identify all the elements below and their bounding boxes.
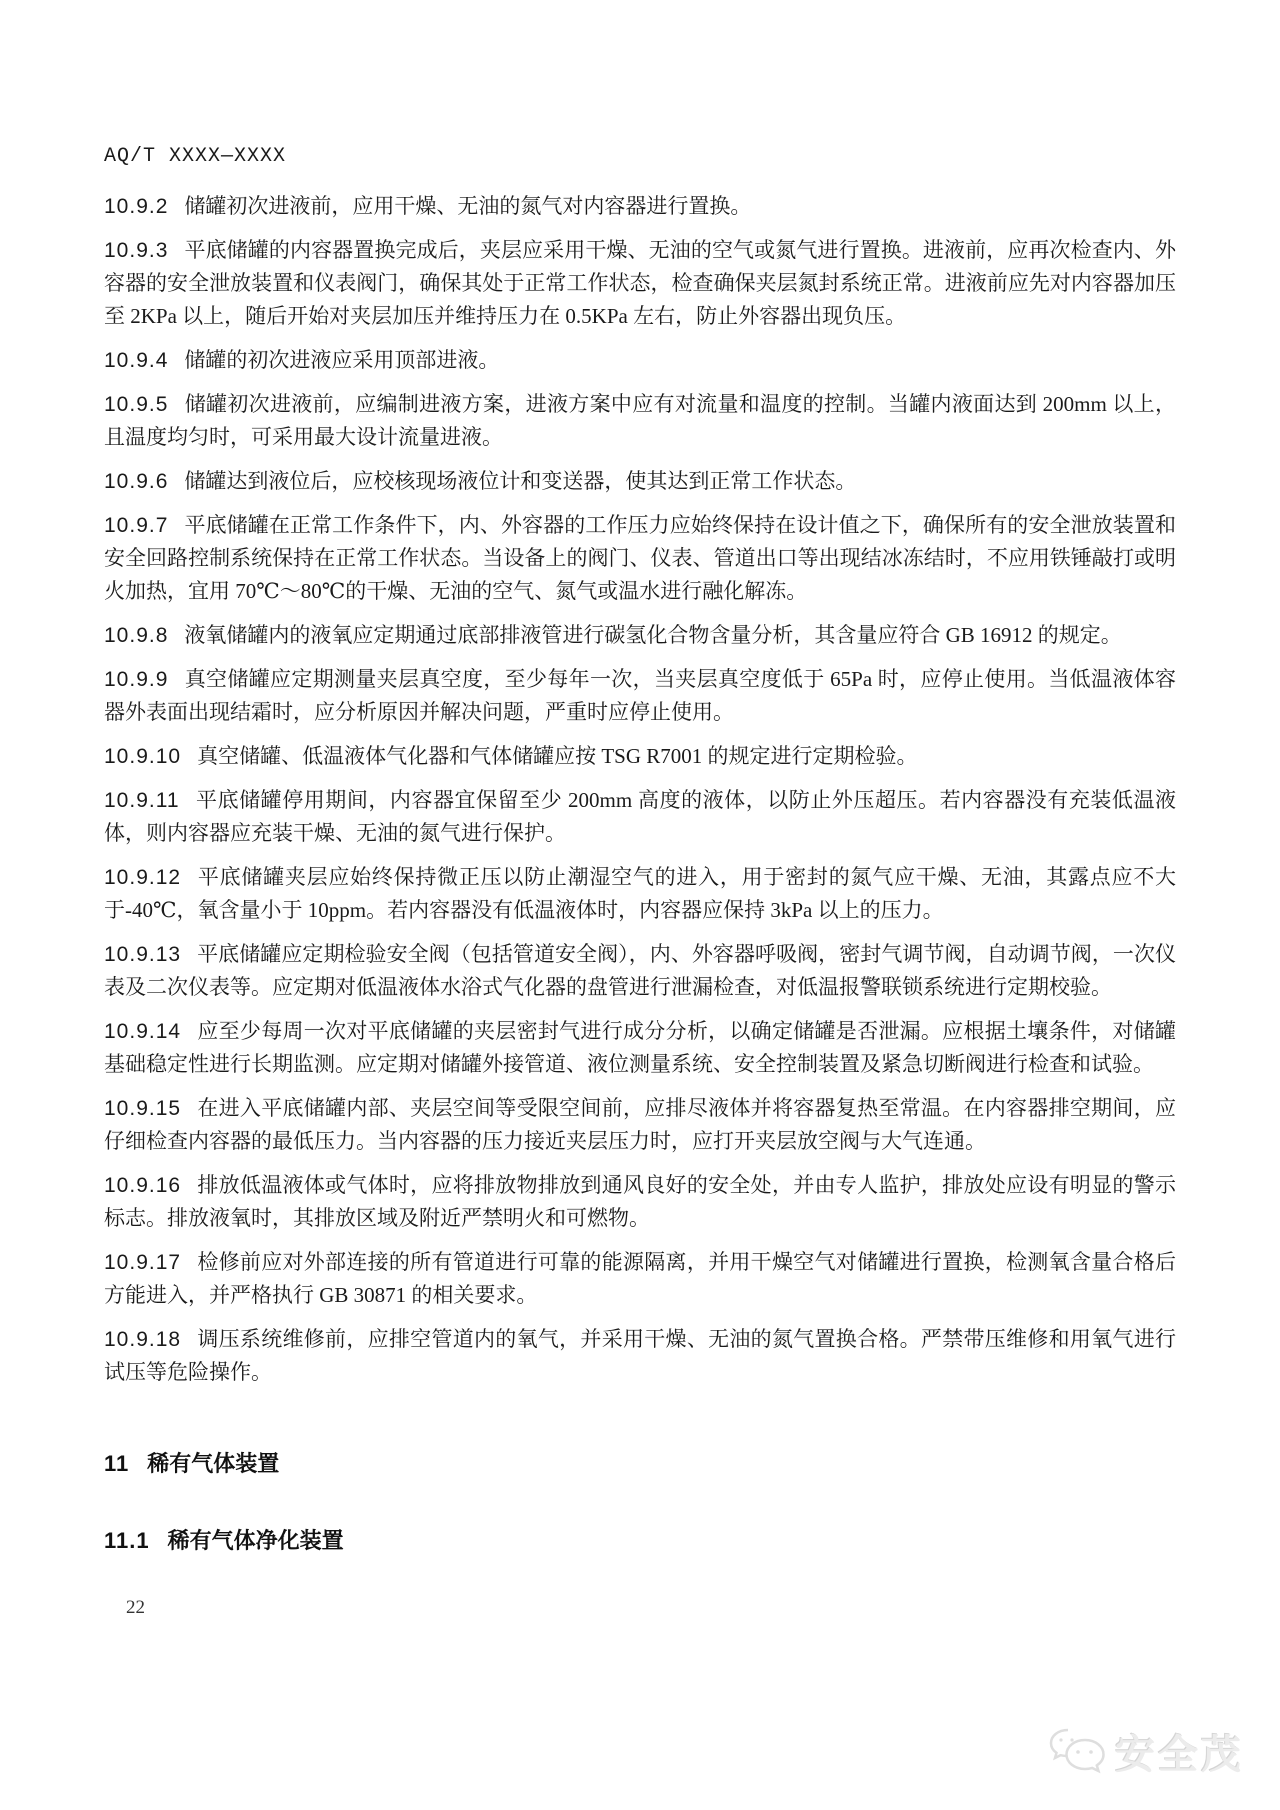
clause-number: 10.9.15 — [104, 1097, 182, 1120]
clause-paragraph — [104, 1169, 1176, 1235]
section-heading-11-1 — [104, 1524, 1176, 1555]
clause-text: 储罐的初次进液应采用顶部进液。 — [184, 348, 500, 372]
clause-number: 10.9.12 — [104, 866, 182, 889]
section-title: 稀有气体净化装置 — [167, 1528, 344, 1553]
clause-paragraph — [104, 938, 1176, 1004]
clause-paragraph — [104, 1246, 1176, 1312]
clause-number: 10.9.3 — [104, 239, 169, 262]
clause-number: 10.9.13 — [104, 943, 182, 966]
clause-number: 10.9.11 — [104, 789, 180, 812]
clause-paragraph — [104, 388, 1176, 454]
clause-number: 10.9.18 — [104, 1328, 182, 1351]
section-title: 稀有气体装置 — [147, 1451, 280, 1476]
section-number: 11.1 — [104, 1528, 150, 1553]
clause-number: 10.9.14 — [104, 1020, 182, 1043]
clause-text: 液氧储罐内的液氧应定期通过底部排液管进行碳氢化合物含量分析，其含量应符合 GB 16912 的规定。 — [184, 623, 1122, 647]
clause-paragraph — [104, 509, 1176, 608]
clause-text: 平底储罐应定期检验安全阀（包括管道安全阀），内、外容器呼吸阀，密封气调节阀，自动调节阀，一次仪表及二次仪表等。应定期对低温液体水浴式气化器的盘管进行泄漏检查，对低温报警联锁系统进行定期校验。 — [104, 942, 1176, 999]
clause-number: 10.9.7 — [104, 514, 169, 537]
clause-number: 10.9.16 — [104, 1174, 182, 1197]
clause-text: 在进入平底储罐内部、夹层空间等受限空间前，应排尽液体并将容器复热至常温。在内容器排空期间，应仔细检查内容器的最低压力。当内容器的压力接近夹层压力时，应打开夹层放空阀与大气连通。 — [104, 1096, 1176, 1153]
wechat-bubbles-icon — [1047, 1726, 1105, 1778]
watermark-label: 安全茂 — [1115, 1733, 1244, 1777]
clause-paragraph — [104, 1092, 1176, 1158]
clause-text: 储罐初次进液前，应用干燥、无油的氮气对内容器进行置换。 — [184, 194, 752, 218]
clause-paragraph — [104, 861, 1176, 927]
clause-paragraph — [104, 190, 1176, 223]
page-number: 22 — [126, 1597, 145, 1618]
clause-paragraph — [104, 1323, 1176, 1389]
section-heading-11 — [104, 1447, 1176, 1478]
clause-number: 10.9.4 — [104, 349, 169, 372]
section-number: 11 — [104, 1451, 130, 1476]
clause-paragraph — [104, 1015, 1176, 1081]
clause-text: 真空储罐、低温液体气化器和气体储罐应按 TSG R7001 的规定进行定期检验。 — [197, 744, 918, 768]
clause-paragraph — [104, 619, 1176, 652]
clause-text: 平底储罐在正常工作条件下，内、外容器的工作压力应始终保持在设计值之下，确保所有的安全泄放装置和安全回路控制系统保持在正常工作状态。当设备上的阀门、仪表、管道出口等出现结冰冻结时，不应用铁锤敲打或明火加热，宜用 70℃～80℃的干燥、无油的空气、氮气或温水进行融化解冻。 — [104, 513, 1176, 603]
clause-number: 10.9.6 — [104, 470, 169, 493]
clause-paragraph — [104, 740, 1176, 773]
clause-paragraph — [104, 344, 1176, 377]
clause-text: 真空储罐应定期测量夹层真空度，至少每年一次，当夹层真空度低于 65Pa 时，应停止使用。当低温液体容器外表面出现结霜时，应分析原因并解决问题，严重时应停止使用。 — [104, 667, 1176, 724]
watermark — [1047, 1723, 1244, 1780]
standard-number-header: AQ/T XXXX—XXXX — [104, 145, 287, 168]
clause-text: 储罐达到液位后，应校核现场液位计和变送器，使其达到正常工作状态。 — [184, 469, 857, 493]
clause-number: 10.9.10 — [104, 745, 182, 768]
clause-text: 排放低温液体或气体时，应将排放物排放到通风良好的安全处，并由专人监护，排放处应设有明显的警示标志。排放液氧时，其排放区域及附近严禁明火和可燃物。 — [104, 1173, 1176, 1230]
clause-text: 平底储罐夹层应始终保持微正压以防止潮湿空气的进入，用于密封的氮气应干燥、无油，其露点应不大于-40℃，氧含量小于 10ppm。若内容器没有低温液体时，内容器应保持 3kPa 以上的压力。 — [104, 865, 1176, 922]
clause-number: 10.9.8 — [104, 624, 169, 647]
clause-paragraph — [104, 663, 1176, 729]
clause-text: 应至少每周一次对平底储罐的夹层密封气进行成分分析，以确定储罐是否泄漏。应根据土壤条件，对储罐基础稳定性进行长期监测。应定期对储罐外接管道、液位测量系统、安全控制装置及紧急切断阀进行检查和试验。 — [104, 1019, 1176, 1076]
clause-text: 调压系统维修前，应排空管道内的氧气，并采用干燥、无油的氮气置换合格。严禁带压维修和用氧气进行试压等危险操作。 — [104, 1327, 1176, 1384]
clause-text: 检修前应对外部连接的所有管道进行可靠的能源隔离，并用干燥空气对储罐进行置换，检测氧含量合格后方能进入，并严格执行 GB 30871 的相关要求。 — [104, 1250, 1176, 1307]
clause-text: 平底储罐的内容器置换完成后，夹层应采用干燥、无油的空气或氮气进行置换。进液前，应再次检查内、外容器的安全泄放装置和仪表阀门，确保其处于正常工作状态，检查确保夹层氮封系统正常。进液前应先对内容器加压至 2KPa 以上，随后开始对夹层加压并维持压力在 0.5KPa 左右，防止外容器出现负压。 — [104, 238, 1176, 328]
clause-text: 平底储罐停用期间，内容器宜保留至少 200mm 高度的液体，以防止外压超压。若内容器没有充装低温液体，则内容器应充装干燥、无油的氮气进行保护。 — [104, 788, 1176, 845]
clause-paragraph — [104, 465, 1176, 498]
clause-text: 储罐初次进液前，应编制进液方案，进液方案中应有对流量和温度的控制。当罐内液面达到 200mm 以上，且温度均匀时，可采用最大设计流量进液。 — [104, 392, 1176, 449]
clause-number: 10.9.2 — [104, 195, 169, 218]
clause-number: 10.9.9 — [104, 668, 169, 691]
clause-paragraph — [104, 234, 1176, 333]
clause-paragraph — [104, 784, 1176, 850]
clause-number: 10.9.17 — [104, 1251, 182, 1274]
clause-number: 10.9.5 — [104, 393, 169, 416]
